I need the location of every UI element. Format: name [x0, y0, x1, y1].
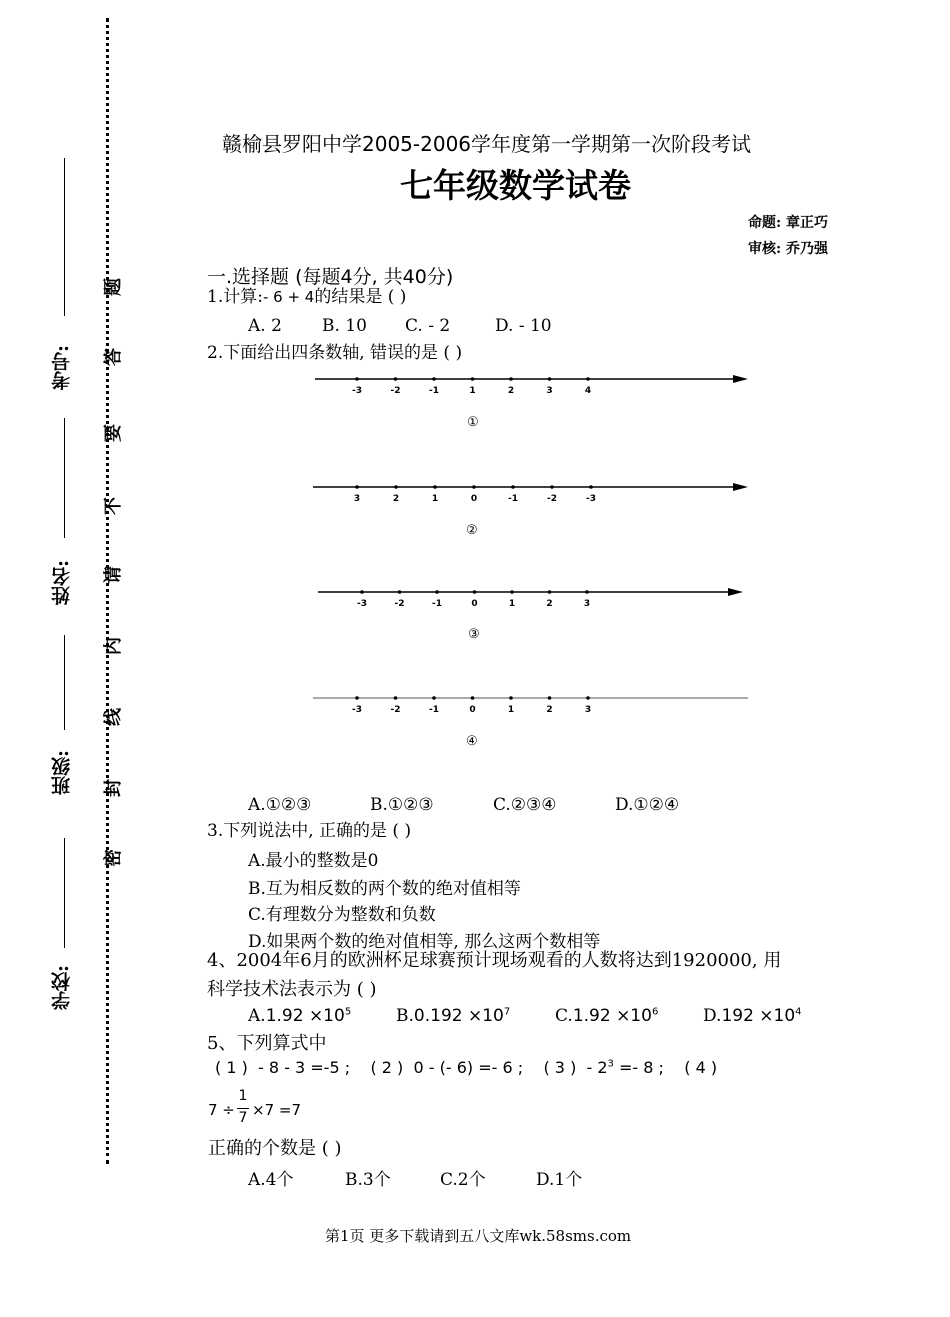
tick-dot: [472, 485, 476, 489]
q2-option-b[interactable]: B.①②③: [370, 795, 434, 815]
tick-label: -3: [586, 494, 596, 504]
tick-label: 0: [471, 599, 478, 609]
q1-option-b[interactable]: B. 10: [322, 316, 367, 336]
tick-label: 1: [508, 599, 516, 609]
seal-char: 内: [103, 637, 124, 655]
item-number: ( 4 ): [684, 1058, 718, 1077]
tick-dot: [585, 590, 589, 594]
q3-option-c[interactable]: C.有理数分为整数和负数: [248, 905, 436, 925]
item-number: ( 1 ): [215, 1058, 248, 1077]
school-label: 学校:: [51, 965, 73, 1011]
q1-option-c[interactable]: C. - 2: [405, 316, 451, 336]
tick-label: 1: [469, 386, 476, 396]
tick-label: -1: [508, 494, 518, 504]
tick-label: -2: [547, 494, 557, 504]
tick-dot: [548, 377, 552, 381]
seal-char: 答: [103, 348, 124, 366]
q4-option-a[interactable]: [248, 1006, 351, 1026]
seal-char: 请: [103, 566, 124, 584]
tick-dot: [398, 590, 402, 594]
seal-char: 要: [103, 424, 124, 442]
axis-2-mark: ②: [466, 523, 478, 538]
tick-dot: [355, 485, 359, 489]
tick-dot: [509, 696, 513, 700]
seal-char: 题: [103, 278, 124, 296]
tick-label: -2: [394, 599, 405, 609]
item-number: ( 3 ): [543, 1058, 577, 1077]
q3-option-b[interactable]: B.互为相反数的两个数的绝对值相等: [248, 879, 521, 899]
item-expression: =- 8 ;: [619, 1058, 664, 1077]
tick-dot: [586, 696, 590, 700]
q4-option-c[interactable]: [555, 1006, 658, 1026]
q5-count-stem: 正确的个数是 ( ): [208, 1138, 342, 1159]
tick-dot: [433, 485, 437, 489]
school-blank: [64, 838, 65, 948]
tick-label: 2: [507, 386, 515, 396]
tick-dot: [548, 590, 552, 594]
axis-4-mark: ④: [466, 734, 478, 749]
page-title: 七年级数学试卷: [400, 166, 631, 205]
tick-dot: [586, 377, 590, 381]
seal-char: 封: [103, 779, 124, 797]
tick-label: -1: [429, 705, 439, 715]
tick-label: 3: [546, 386, 553, 396]
option-base: 1.92 ×10: [572, 1006, 652, 1026]
tick-dot: [355, 696, 359, 700]
q5-option-d[interactable]: D.1个: [536, 1170, 583, 1190]
seal-char: 不: [103, 497, 124, 515]
q2-option-d[interactable]: D.①②④: [615, 795, 680, 815]
question-5-stem: 5、下列算式中: [207, 1033, 327, 1054]
tick-label: 1: [507, 705, 515, 715]
axis-1-mark: ①: [467, 415, 479, 430]
q3-option-d[interactable]: D.如果两个数的绝对值相等, 那么这两个数相等: [248, 932, 601, 952]
option-base: 0.192 ×10: [413, 1006, 504, 1026]
tick-label: -3: [352, 705, 362, 715]
seal-char: 密: [103, 849, 124, 867]
tick-dot: [550, 485, 554, 489]
q1-option-d[interactable]: D. - 10: [495, 316, 552, 336]
tick-dot: [548, 696, 552, 700]
option-exponent: 7: [503, 1006, 511, 1018]
tick-label: 2: [546, 705, 553, 715]
item-expression: - 8 - 3 =-5 ;: [258, 1058, 351, 1077]
q4-option-b[interactable]: [396, 1006, 510, 1026]
option-exponent: 4: [795, 1006, 802, 1018]
question-4-line-2: 科学技术法表示为 ( ): [207, 979, 377, 1000]
tick-dot: [511, 485, 515, 489]
tick-label: -2: [390, 386, 401, 396]
tick-dot: [432, 377, 436, 381]
tick-label: 3: [583, 599, 591, 609]
arrow-icon: [733, 375, 748, 383]
tick-label: 1: [431, 494, 439, 504]
tick-label: 3: [353, 494, 361, 504]
tick-dot: [435, 590, 439, 594]
fraction-bar: [237, 1108, 249, 1109]
class-label: 班级:: [51, 750, 73, 796]
tick-dot: [473, 590, 477, 594]
tick-label: -2: [390, 705, 401, 715]
option-label: B.: [396, 1006, 414, 1026]
tick-label: -1: [432, 599, 442, 609]
item-expression: - 2: [586, 1058, 608, 1077]
q4-option-d[interactable]: [703, 1006, 802, 1026]
tick-label: 4: [584, 386, 592, 396]
item-number: ( 2 ): [370, 1058, 404, 1077]
author-line: 命题: 章正巧: [748, 215, 829, 231]
tick-dot: [394, 377, 398, 381]
tick-label: -1: [429, 386, 439, 396]
tick-dot: [394, 696, 398, 700]
tick-label: 0: [470, 494, 478, 504]
reviewer-line: 审核: 乔乃强: [748, 241, 829, 257]
option-base: 1.92 ×10: [265, 1006, 345, 1026]
q2-option-a[interactable]: A.①②③: [248, 795, 312, 815]
option-base: 192 ×10: [721, 1006, 796, 1026]
seal-char: 线: [103, 708, 124, 726]
q5-items-line: [215, 1058, 717, 1077]
tick-dot: [471, 696, 475, 700]
tick-label: 2: [392, 494, 400, 504]
section-heading: 一.选择题 (每题4分, 共40分): [207, 266, 454, 288]
item-expression: 7 ÷: [208, 1101, 235, 1119]
item-expression: ×7 =7: [252, 1101, 301, 1119]
option-label: D.: [703, 1006, 722, 1026]
tick-dot: [394, 485, 398, 489]
tick-label: -3: [357, 599, 367, 609]
q5-option-a[interactable]: A.4个: [248, 1170, 294, 1190]
tick-label: 3: [584, 705, 592, 715]
exam-number-label: 考号:: [51, 345, 73, 391]
item-expression: 0 - (- 6) =- 6 ;: [413, 1058, 524, 1077]
option-label: A.: [248, 1006, 266, 1026]
arrow-icon: [728, 588, 743, 596]
tick-dot: [355, 377, 359, 381]
page-footer: 第1页 更多下载请到五八文库wk.58sms.com: [325, 1227, 632, 1245]
tick-dot: [360, 590, 364, 594]
option-exponent: 6: [651, 1006, 659, 1018]
tick-dot: [510, 590, 514, 594]
tick-dot: [432, 696, 436, 700]
question-4-line-1: 4、2004年6月的欧洲杯足球赛预计现场观看的人数将达到1920000, 用: [207, 950, 782, 971]
q5-option-b[interactable]: B.3个: [345, 1170, 391, 1190]
tick-dot: [471, 377, 475, 381]
q3-option-a[interactable]: A.最小的整数是0: [248, 851, 379, 871]
question-2-stem: 2.下面给出四条数轴, 错误的是 ( ): [207, 343, 463, 363]
axis-3-mark: ③: [468, 627, 480, 642]
name-label: 姓名:: [51, 560, 73, 606]
option-exponent: 5: [344, 1006, 352, 1018]
q1-prefix: 1.计算:: [207, 287, 263, 307]
item-exponent: 3: [607, 1058, 614, 1070]
arrow-icon: [733, 483, 748, 491]
tick-dot: [509, 377, 513, 381]
q1-option-a[interactable]: A. 2: [248, 316, 282, 336]
school-exam-line: 赣榆县罗阳中学2005-2006学年度第一学期第一次阶段考试: [222, 132, 752, 156]
fraction-denominator: 7: [238, 1110, 248, 1126]
tick-label: 2: [546, 599, 553, 609]
fraction-numerator: 1: [238, 1088, 248, 1104]
q1-suffix: 的结果是 ( ): [314, 287, 407, 307]
q2-option-c[interactable]: C.②③④: [493, 795, 557, 815]
option-label: C.: [555, 1006, 573, 1026]
question-3-stem: 3.下列说法中, 正确的是 ( ): [207, 821, 412, 841]
q5-option-c[interactable]: C.2个: [440, 1170, 486, 1190]
q1-expression: - 6 + 4: [262, 288, 315, 306]
tick-dot: [589, 485, 593, 489]
tick-label: 0: [469, 705, 476, 715]
tick-label: -3: [352, 386, 362, 396]
